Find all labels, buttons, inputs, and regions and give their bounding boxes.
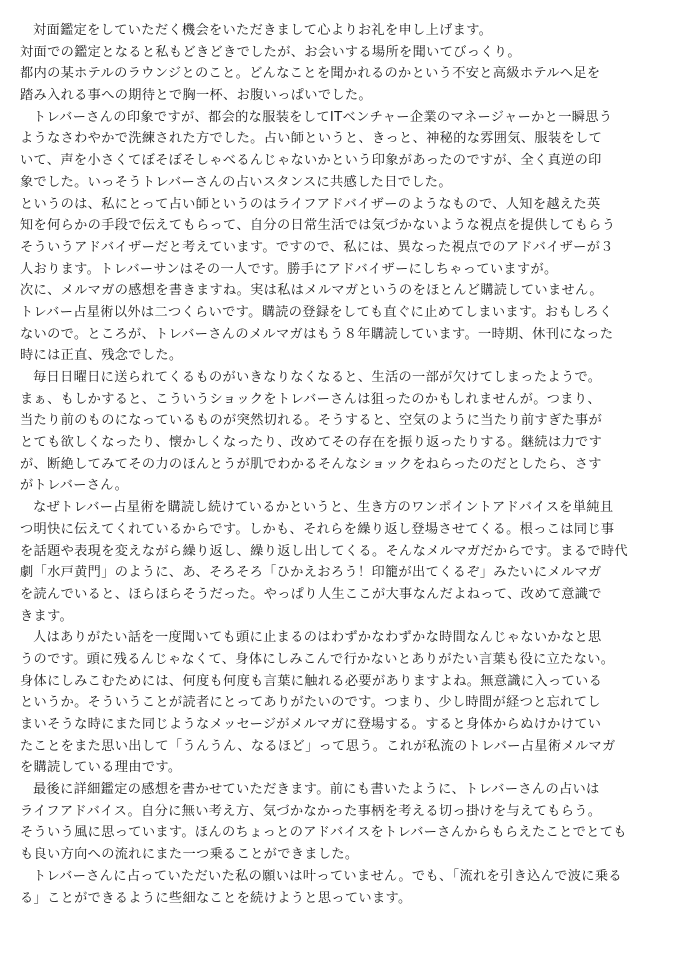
text-line: トレバー占星術以外は二つくらいです。購読の登録をしても直ぐに止めてしまいます。おもしろく <box>20 304 613 320</box>
text-line: 象でした。いっそうトレバーさんの占いスタンスに共感した日でした。 <box>20 174 452 190</box>
text-line: 知を何らかの手段で伝えてもらって、自分の日常生活では気づかないような視点を提供してもらう <box>20 218 616 234</box>
text-line: を話題や表現を変えながら繰り返し、繰り返し出してくる。そんなメルマガだからです。まるで時代 <box>20 543 628 559</box>
text-line: 踏み入れる事への期待とで胸一杯、お腹いっぱいでした。 <box>20 88 372 104</box>
text-line: も良い方向への流れにまた一つ乗ることができました。 <box>20 847 359 863</box>
text-line: いて、声を小さくてぼそぼそしゃべるんじゃないかという印象があったのですが、全く真逆の印 <box>20 153 602 169</box>
text-line: がトレバーさん。 <box>20 478 129 494</box>
text-line: 対面での鑑定となると私もどきどきでしたが、お会いする場所を聞いてびっくり。 <box>20 44 521 60</box>
text-line: 当たり前のものになっているものが突然切れる。そうすると、空気のように当たり前すぎた事が <box>20 413 603 429</box>
text-line: トレバーさんに占っていただいた私の願いは叶っていません。でも、「流れを引き込んで波に乗る <box>33 868 622 884</box>
text-line: つ明快に伝えてくれているからです。しかも、それらを繰り返し登場させてくる。根っこは同じ事 <box>20 521 615 537</box>
text-line: 人おります。トレバーサンはその一人です。勝手にアドバイザーにしちゃっていますが。 <box>20 261 558 277</box>
text-line: を購読している理由です。 <box>20 760 182 776</box>
text-line: とても欲しくなったり、懐かしくなったり、改めてその存在を振り返ったりする。継続は力です <box>20 435 603 451</box>
text-line: なぜトレバー占星術を購読し続けているかというと、生き方のワンポイントアドバイスを単純且 <box>33 500 614 516</box>
text-line: ライフアドバイス。自分に無い考え方、気づかなかった事柄を考える切っ掛けを与えてもらう。 <box>20 803 602 819</box>
document-body <box>20 20 680 909</box>
text-line: きます。 <box>20 608 74 624</box>
text-line: を読んでいると、ほらほらそうだった。やっぱり人生ここが大事なんだよねって、改めて意識で <box>20 586 602 602</box>
text-line: 人はありがたい話を一度聞いても頭に止まるのはわずかなわずかな時間なんじゃないかなと思 <box>33 630 602 646</box>
text-line: る」ことができるように些細なことを続けようと思っています。 <box>20 890 412 906</box>
text-line: というか。そういうことが読者にとってありがたいのです。つまり、少し時間が経つと忘れてし <box>20 695 601 711</box>
text-line: トレバーさんの印象ですが、都会的な服装をしてITベンチャー企業のマネージャーかと一瞬思う <box>33 109 613 125</box>
text-line: 最後に詳細鑑定の感想を書かせていただきます。前にも書いたように、トレバーさんの占いは <box>33 782 600 798</box>
text-line: まいそうな時にまた同じようなメッセージがメルマガに登場する。すると身体からぬけかけてい <box>20 717 602 732</box>
text-line: 毎日日曜日に送られてくるものがいきなりなくなると、生活の一部が欠けてしまったようで。 <box>33 370 602 385</box>
text-line: 時には正直、残念でした。 <box>20 348 183 364</box>
text-line: が、断絶してみてその力のほんとうが肌でわかるそんなショックをねらったのだとしたら、さす <box>20 456 602 472</box>
text-line: そういう風に思っています。ほんのちょっとのアドバイスをトレバーさんからもらえたことでとても <box>20 825 627 841</box>
text-line: ようなさわやかで洗練された方でした。占い師というと、きっと、神秘的な雰囲気、服装をして <box>20 131 603 147</box>
text-line: ないので。ところが、トレバーさんのメルマガはもう８年購読しています。一時期、休刊になった <box>20 326 614 342</box>
text-line: たことをまた思い出して「うんうん、なるほど」って思う。これが私流のトレバー占星術メルマガ <box>20 738 616 754</box>
text-line: というのは、私にとって占い師というのはライフアドバイザーのようなもので、人知を越えた英 <box>20 196 601 212</box>
text-line: 劇「水戸黄門」のように、あ、そろそろ「ひかえおろう！印籠が出てくるぞ」みたいにメルマガ <box>20 565 602 581</box>
text-line: そういうアドバイザーだと考えています。ですので、私には、異なった視点でのアドバイザーが３ <box>20 239 614 255</box>
text-line: 次に、メルマガの感想を書きますね。実は私はメルマガというのをほとんど購読していません。 <box>20 283 603 299</box>
text-line: うのです。頭に残るんじゃなくて、身体にしみこんで行かないとありがたい言葉も役に立たない。 <box>20 651 615 667</box>
text-line: 身体にしみこむためには、何度も何度も言葉に触れる必要がありますよね。無意識に入っている <box>20 673 603 689</box>
text-line: 都内の某ホテルのラウンジとのこと。どんなことを聞かれるのかという不安と高級ホテルへ足を <box>20 66 601 82</box>
text-line: 対面鑑定をしていただく機会をいただきまして心よりお礼を申し上げます。 <box>33 23 493 38</box>
text-line: まぁ、もしかすると、こういうショックをトレバーさんは狙ったのかもしれませんが。つまり、 <box>20 391 601 407</box>
